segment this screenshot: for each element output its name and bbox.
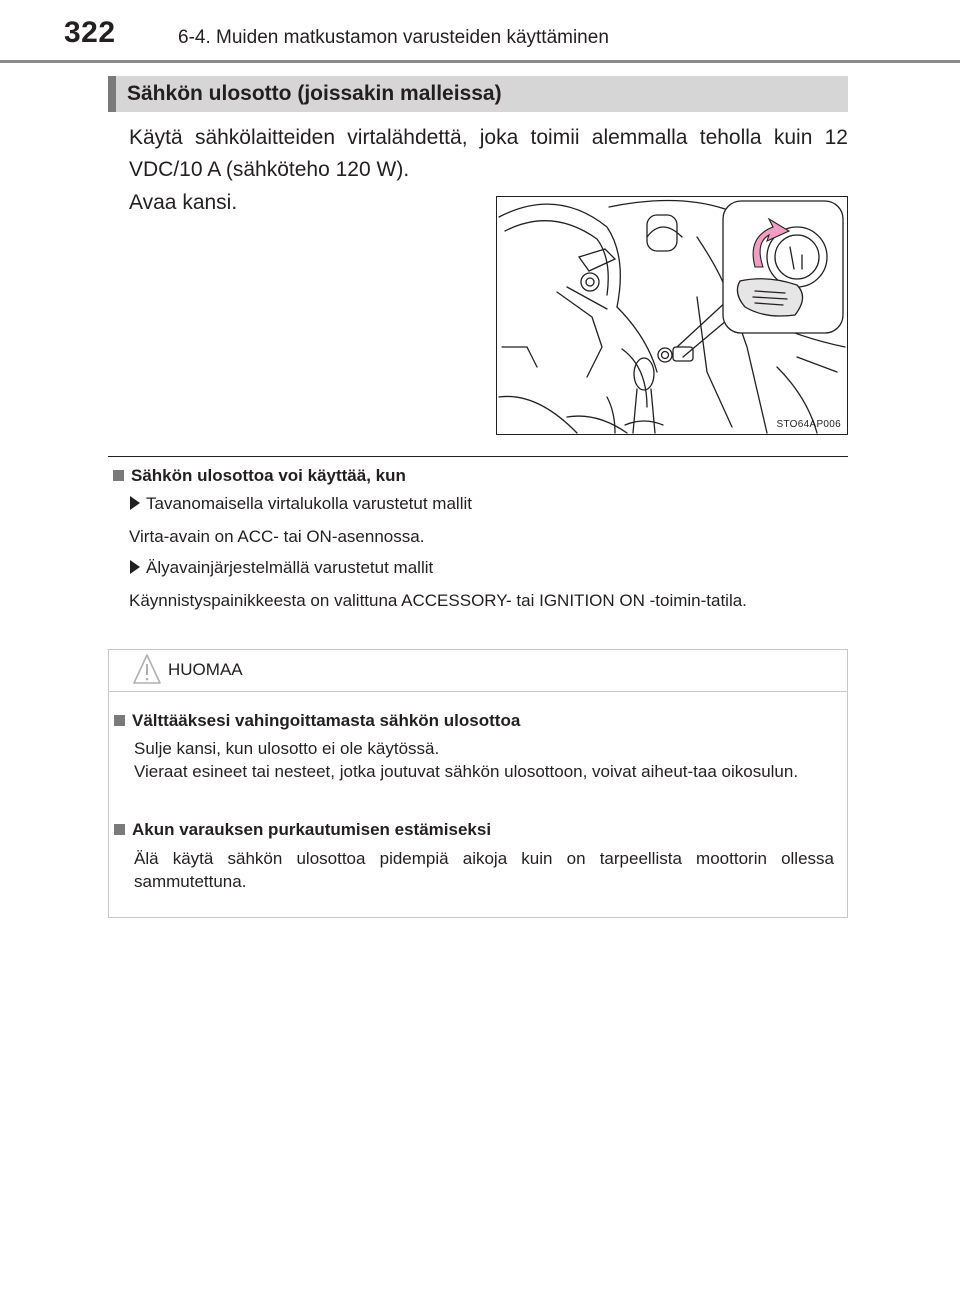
square-bullet-icon: [113, 470, 124, 481]
intro-paragraph: Käytä sähkölaitteiden virtalähdettä, joka toimii alemmalla teholla kuin 12 VDC/10 A (sähköteho 120 W).: [129, 126, 848, 181]
header-divider: [0, 60, 960, 63]
triangle-bullet-icon: [130, 496, 140, 510]
section-title-bar: [108, 76, 848, 112]
caution-text-2: Älä käytä sähkön ulosottoa pidempiä aikoja kuin on tarpeellista moottorin ollessa sammutettuna.: [134, 849, 834, 891]
caution-text-1b: Vieraat esineet tai nesteet, jotka joutuvat sähkön ulosottoon, voivat aiheut-taa oikosulun.: [134, 762, 799, 781]
figure-code: STO64AP006: [776, 419, 841, 430]
caution-text-1a: Sulje kansi, kun ulosotto ei ole käytössä.: [134, 739, 440, 758]
caution-heading-1: Välttääksesi vahingoittamasta sähkön ulosottoa: [114, 709, 814, 732]
caution-box: [108, 649, 848, 918]
info-heading: Sähkön ulosottoa voi käyttää, kun: [113, 466, 406, 486]
page-number: 322: [64, 16, 116, 49]
caution-label: HUOMAA: [168, 660, 243, 679]
model-variant-2: Älyavainjärjestelmällä varustetut mallit: [130, 558, 433, 578]
section-title: Sähkön ulosotto (joissakin malleissa): [127, 82, 502, 105]
chapter-header: 6-4. Muiden matkustamon varusteiden käyttäminen: [178, 27, 609, 48]
triangle-bullet-icon: [130, 560, 140, 574]
caution-header: [109, 650, 847, 692]
model-variant-1: Tavanomaisella virtalukolla varustetut mallit: [130, 494, 472, 514]
warning-triangle-icon: [132, 652, 162, 686]
step-text: Avaa kansi.: [129, 191, 238, 214]
model-variant-2-text: Käynnistyspainikkeesta on valittuna ACCESSORY- tai IGNITION ON -toimin-tatila.: [129, 591, 747, 610]
section-divider: [108, 456, 848, 457]
power-outlet-illustration: [496, 196, 848, 435]
caution-heading-2: Akun varauksen purkautumisen estämiseksi: [114, 818, 814, 841]
square-bullet-icon: [114, 824, 125, 835]
model-variant-1-text: Virta-avain on ACC- tai ON-asennossa.: [129, 527, 425, 546]
dashboard-drawing: [497, 197, 847, 434]
square-bullet-icon: [114, 715, 125, 726]
